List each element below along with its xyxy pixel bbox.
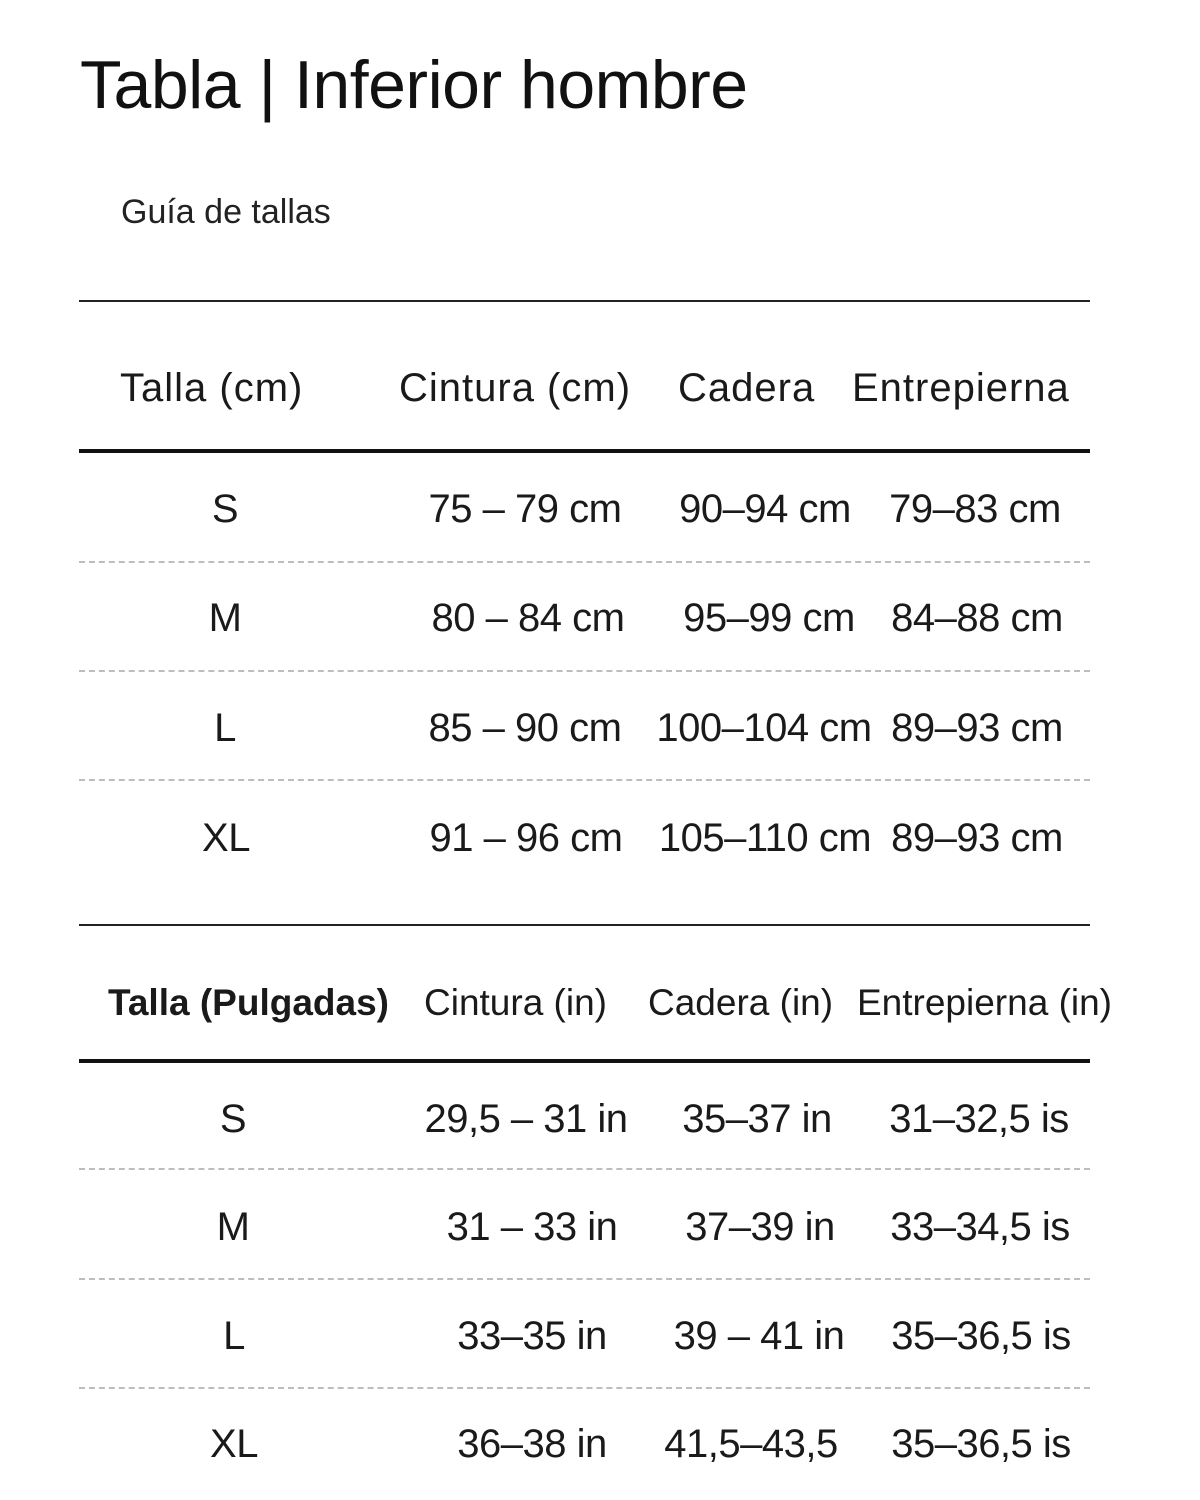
divider (79, 300, 1090, 302)
inseam-cell: 33–34,5 is (890, 1205, 1070, 1249)
header-waist-cm: Cintura (cm) (399, 366, 632, 410)
row-divider (79, 1278, 1090, 1280)
size-cell: M (216, 1205, 250, 1249)
hip-cell: 95–99 cm (683, 596, 855, 640)
header-divider (79, 449, 1090, 453)
waist-cell: 36–38 in (457, 1422, 607, 1466)
size-cell: S (219, 1097, 247, 1141)
header-inseam-in: Entrepierna (in) (857, 982, 1113, 1023)
header-divider (79, 1059, 1090, 1063)
size-cell: XL (202, 816, 250, 860)
inseam-cell: 84–88 cm (891, 596, 1063, 640)
size-cell: S (211, 487, 239, 531)
size-cell: M (208, 596, 242, 640)
header-size-cm: Talla (cm) (120, 366, 304, 410)
row-divider (79, 779, 1090, 781)
row-divider (79, 1168, 1090, 1170)
divider (79, 924, 1090, 926)
hip-cell: 35–37 in (682, 1097, 832, 1141)
hip-cell: 37–39 in (685, 1205, 835, 1249)
inseam-cell: 35–36,5 is (891, 1314, 1071, 1358)
header-hip-in: Cadera (in) (648, 982, 834, 1023)
page-subtitle: Guía de tallas (121, 193, 331, 231)
inseam-cell: 89–93 cm (891, 816, 1063, 860)
hip-cell: 39 – 41 in (673, 1314, 845, 1358)
hip-cell: 41,5–43,5 (664, 1422, 838, 1466)
row-divider (79, 670, 1090, 672)
waist-cell: 31 – 33 in (446, 1205, 618, 1249)
waist-cell: 29,5 – 31 in (424, 1097, 628, 1141)
header-size-in: Talla (Pulgadas) (108, 982, 389, 1023)
size-cell: L (223, 1314, 245, 1358)
hip-cell: 90–94 cm (679, 487, 851, 531)
hip-cell: 105–110 cm (658, 816, 872, 860)
size-cell: L (214, 706, 236, 750)
waist-cell: 80 – 84 cm (431, 596, 625, 640)
header-waist-in: Cintura (in) (424, 982, 607, 1023)
waist-cell: 85 – 90 cm (428, 706, 622, 750)
waist-cell: 75 – 79 cm (428, 487, 622, 531)
waist-cell: 91 – 96 cm (429, 816, 623, 860)
inseam-cell: 35–36,5 is (891, 1422, 1071, 1466)
header-hip-cm: Cadera (678, 366, 816, 410)
hip-cell: 100–104 cm (656, 706, 872, 750)
inseam-cell: 31–32,5 is (889, 1097, 1069, 1141)
page-title: Tabla | Inferior hombre (80, 47, 748, 123)
header-inseam-cm: Entrepierna (852, 366, 1070, 410)
row-divider (79, 1387, 1090, 1389)
row-divider (79, 561, 1090, 563)
size-cell: XL (210, 1422, 258, 1466)
waist-cell: 33–35 in (457, 1314, 607, 1358)
inseam-cell: 79–83 cm (889, 487, 1061, 531)
inseam-cell: 89–93 cm (891, 706, 1063, 750)
